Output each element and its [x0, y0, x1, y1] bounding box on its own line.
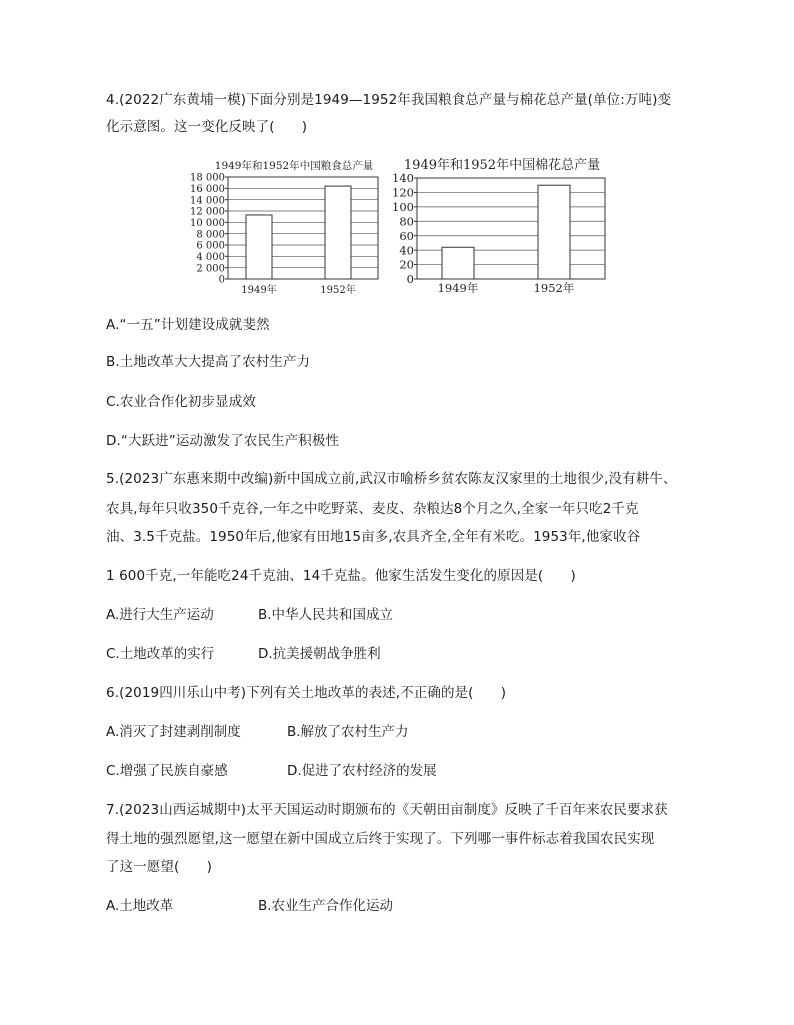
- cotton-y-tick-label: 0: [406, 272, 414, 287]
- grain-chart-title: 1949年和1952年中国粮食总产量: [214, 160, 374, 172]
- q5-stem-line3: 油、3.5千克盐。1950年后,他家有田地15亩多,农具齐全,全年有米吃。1953年,他家收谷: [106, 529, 641, 545]
- q7-option-a: A.土地改革: [106, 898, 174, 914]
- cotton-bar-2: [538, 185, 570, 279]
- cotton-y-tick-label: 40: [399, 243, 414, 258]
- q5-stem-line1: 5.(2023广东惠来期中改编)新中国成立前,武汉市喻桥乡贫农陈友汉家里的土地很少,没有耕牛、: [106, 471, 677, 487]
- grain-x-label: 1952年: [320, 285, 356, 296]
- grain-bar-2: [325, 186, 351, 279]
- grain-y-tick-label: 4 000: [196, 251, 225, 263]
- q5-stem-line4: 1 600千克,一年能吃24千克油、14千克盐。他家生活发生变化的原因是( ): [106, 568, 576, 584]
- grain-x-label: 1949年: [241, 285, 277, 296]
- cotton-y-tick-label: 140: [392, 171, 414, 186]
- q7-stem-line1: 7.(2023山西运城期中)太平天国运动时期颁布的《天朝田亩制度》反映了千百年来农民要求获: [106, 802, 668, 818]
- q7-stem-line3: 了这一愿望( ): [106, 859, 212, 875]
- cotton-y-tick-label: 60: [399, 228, 414, 243]
- cotton-chart-title: 1949年和1952年中国棉花总产量: [403, 158, 601, 173]
- q4-option-c: C.农业合作化初步显成效: [106, 394, 256, 410]
- q4-option-d: D.“大跃进”运动激发了农民生产积极性: [106, 433, 340, 449]
- grain-bar-1: [246, 215, 272, 279]
- grain-y-tick-label: 10 000: [190, 217, 225, 229]
- q4-stem-line1: 4.(2022广东黄埔一模)下面分别是1949—1952年我国粮食总产量与棉花总产量(单位:万吨)变: [106, 92, 672, 108]
- grain-y-tick-label: 14 000: [190, 195, 225, 207]
- cotton-y-tick-label: 80: [399, 214, 414, 229]
- cotton-y-tick-label: 120: [392, 185, 414, 200]
- cotton-bar-1: [442, 247, 474, 279]
- q6-option-a: A.消灭了封建剥削制度: [106, 724, 241, 740]
- q5-option-b: B.中华人民共和国成立: [258, 607, 394, 623]
- q4-stem-line2: 化示意图。这一变化反映了( ): [106, 119, 308, 135]
- q7-stem-line2: 得土地的强烈愿望,这一愿望在新中国成立后终于实现了。下列哪一事件标志着我国农民实现: [106, 831, 655, 847]
- q6-option-c: C.增强了民族自豪感: [106, 763, 228, 779]
- q5-option-c: C.土地改革的实行: [106, 646, 215, 662]
- grain-y-tick-label: 16 000: [190, 183, 225, 195]
- q4-option-a: A.“一五”计划建设成就斐然: [106, 317, 270, 333]
- q5-option-a: A.进行大生产运动: [106, 607, 214, 623]
- q6-option-d: D.促进了农村经济的发展: [287, 763, 437, 779]
- grain-y-tick-label: 2 000: [196, 263, 225, 275]
- grain-y-tick-label: 6 000: [196, 240, 225, 252]
- cotton-y-tick-label: 20: [399, 257, 414, 272]
- grain-y-tick-label: 12 000: [190, 206, 225, 218]
- cotton-x-label: 1949年: [437, 281, 479, 295]
- grain-y-tick-label: 8 000: [196, 229, 225, 241]
- cotton-output-chart: [392, 152, 607, 297]
- q5-option-d: D.抗美援朝战争胜利: [258, 646, 381, 662]
- q5-stem-line2: 农具,每年只收350千克谷,一年之中吃野菜、麦皮、杂粮达8个月之久,全家一年只吃2千克: [106, 501, 639, 517]
- cotton-y-tick-label: 100: [392, 199, 414, 214]
- grain-output-chart: [184, 152, 384, 302]
- cotton-x-label: 1952年: [533, 281, 575, 295]
- q6-stem: 6.(2019四川乐山中考)下列有关土地改革的表述,不正确的是( ): [106, 685, 507, 701]
- grain-y-tick-label: 18 000: [190, 172, 225, 184]
- q6-option-b: B.解放了农村生产力: [287, 724, 409, 740]
- q4-option-b: B.土地改革大大提高了农村生产力: [106, 354, 311, 370]
- q7-option-b: B.农业生产合作化运动: [258, 898, 394, 914]
- grain-y-tick-label: 0: [218, 274, 225, 286]
